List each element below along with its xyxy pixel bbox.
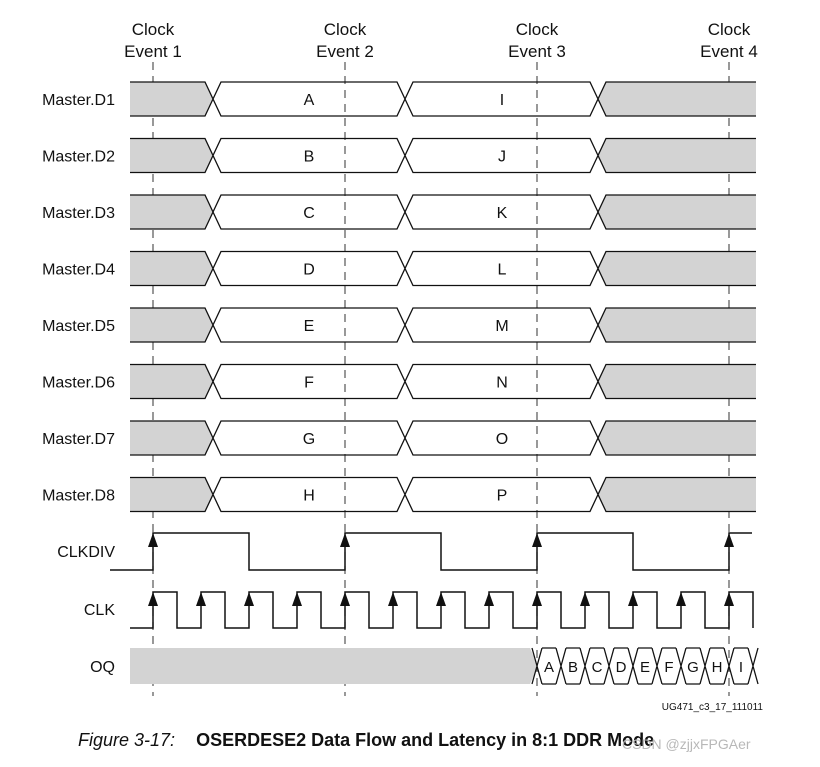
idle-segment-after — [598, 478, 756, 512]
oq-value: D — [615, 659, 627, 676]
clock-event-labels — [124, 20, 758, 61]
bus-value-second: K — [496, 205, 508, 222]
clkdiv-edge-arrow-3 — [532, 533, 542, 547]
idle-segment-after — [598, 308, 756, 342]
event-label-4-line2: Event 4 — [700, 42, 758, 61]
bus-value-first: B — [303, 148, 315, 166]
clk-waveform — [130, 592, 753, 628]
signal-label: Master.D1 — [42, 92, 115, 109]
bus-value-second: N — [496, 374, 508, 392]
oq-value: B — [567, 659, 579, 676]
data-row-3 — [42, 195, 756, 229]
event-label-4-line1: Clock — [707, 20, 751, 39]
bus-value-second: I — [499, 92, 505, 109]
data-row-7 — [42, 421, 756, 455]
caption-title: OSERDESE2 Data Flow and Latency in 8:1 DDR Mode — [196, 730, 655, 750]
data-signal-rows — [42, 82, 756, 512]
signal-label: Master.D2 — [42, 148, 115, 166]
bus-value-second: P — [496, 487, 508, 505]
idle-segment-before — [130, 139, 213, 173]
data-row-8 — [42, 478, 756, 512]
data-row-1 — [42, 82, 756, 116]
oq-value: C — [591, 659, 603, 676]
clk-row — [84, 592, 753, 628]
signal-label: Master.D3 — [42, 205, 115, 222]
watermark-text: CSDN @zjjxFPGAer — [622, 736, 751, 752]
idle-segment-after — [598, 421, 756, 455]
bus-value-first: D — [303, 261, 315, 279]
idle-segment-before — [130, 421, 213, 455]
bus-value-second: O — [495, 431, 509, 448]
oq-label: OQ — [90, 659, 115, 676]
clkdiv-label: CLKDIV — [57, 544, 115, 561]
oq-row — [90, 648, 758, 684]
idle-segment-after — [598, 252, 756, 286]
data-row-5 — [42, 308, 756, 342]
idle-segment-before — [130, 365, 213, 399]
idle-segment-before — [130, 82, 213, 116]
clkdiv-edge-arrow-2 — [340, 533, 350, 547]
idle-segment-before — [130, 478, 213, 512]
oq-value: E — [639, 659, 651, 676]
idle-segment-after — [598, 139, 756, 173]
figure-id: UG471_c3_17_111011 — [661, 702, 763, 713]
bus-value-second: L — [497, 261, 507, 279]
signal-label: Master.D4 — [42, 261, 115, 279]
idle-segment-before — [130, 252, 213, 286]
caption-number: Figure 3-17: — [78, 730, 176, 750]
idle-segment-after — [598, 365, 756, 399]
clk-label: CLK — [83, 602, 115, 619]
clkdiv-edge-arrow-4 — [724, 533, 734, 547]
event-label-3-line1: Clock — [515, 20, 559, 39]
idle-segment-before — [130, 308, 213, 342]
data-row-2 — [42, 139, 756, 173]
signal-label: Master.D6 — [42, 374, 115, 392]
idle-segment-before — [130, 195, 213, 229]
event-label-2-line2: Event 2 — [316, 42, 374, 61]
bus-value-first: G — [302, 431, 316, 448]
oq-idle-segment — [130, 648, 538, 684]
data-row-6 — [42, 365, 756, 399]
bus-value-first: A — [303, 92, 315, 109]
event-label-3-line2: Event 3 — [508, 42, 566, 61]
event-label-1-line1: Clock — [131, 20, 175, 39]
data-row-4 — [42, 252, 756, 286]
event-label-1-line2: Event 1 — [124, 42, 182, 61]
bus-value-second: J — [498, 148, 506, 166]
bus-value-first: F — [304, 374, 314, 392]
oq-value: H — [711, 659, 723, 676]
signal-label: Master.D7 — [42, 431, 115, 448]
signal-label: Master.D8 — [42, 487, 115, 505]
figure-caption — [78, 730, 654, 751]
bus-value-first: C — [303, 205, 315, 222]
clkdiv-row — [57, 533, 752, 570]
event-label-2-line1: Clock — [323, 20, 367, 39]
clkdiv-edge-arrow-1 — [148, 533, 158, 547]
oq-value: G — [687, 659, 699, 676]
signal-label: Master.D5 — [42, 318, 115, 335]
oq-value: A — [543, 659, 555, 676]
clkdiv-waveform — [110, 533, 752, 570]
bus-value-first: H — [303, 487, 315, 505]
oq-value: F — [664, 659, 674, 676]
bus-value-second: M — [495, 318, 509, 335]
oq-value: I — [738, 659, 744, 676]
bus-value-first: E — [303, 318, 315, 335]
idle-segment-after — [598, 82, 756, 116]
idle-segment-after — [598, 195, 756, 229]
